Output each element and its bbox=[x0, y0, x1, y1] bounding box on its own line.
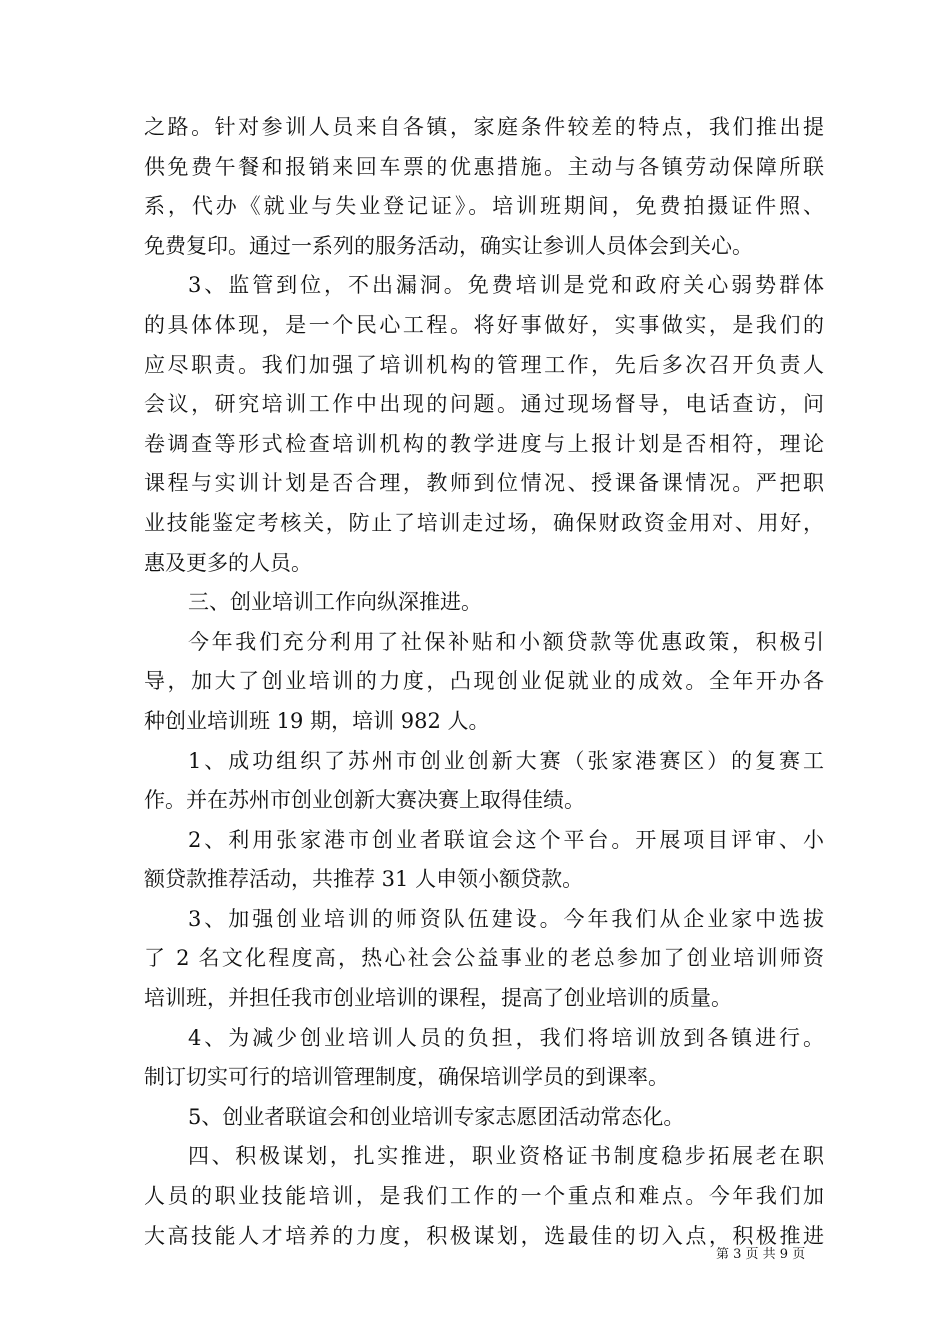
page-number: 第 3 页 共 9 页 bbox=[716, 1247, 806, 1262]
paragraph bbox=[144, 1098, 824, 1138]
paragraph bbox=[144, 742, 824, 821]
text-line: 1、成功组织了苏州市创业创新大赛（张家港赛区）的复赛工 bbox=[188, 748, 824, 773]
text-line: 3、加强创业培训的师资队伍建设。今年我们从企业家中选拔 bbox=[188, 906, 824, 931]
paragraph bbox=[144, 623, 824, 742]
text-line: 人员的职业技能培训，是我们工作的一个重点和难点。今年我们加 bbox=[144, 1184, 824, 1209]
text-line: 作。并在苏州市创业创新大赛决赛上取得佳绩。 bbox=[144, 788, 585, 813]
text-line: 供免费午餐和报销来回车票的优惠措施。主动与各镇劳动保障所联 bbox=[144, 154, 824, 179]
section-heading bbox=[144, 583, 824, 623]
text-line: 免费复印。通过一系列的服务活动，确实让参训人员体会到关心。 bbox=[144, 233, 753, 258]
text-line: 今年我们充分利用了社保补贴和小额贷款等优惠政策，积极引 bbox=[188, 629, 824, 654]
text-line: 大高技能人才培养的力度，积极谋划，选最佳的切入点，积极推进 bbox=[144, 1223, 824, 1248]
text-line: 种创业培训班 19 期，培训 982 人。 bbox=[144, 708, 490, 733]
text-line: 4、为减少创业培训人员的负担，我们将培训放到各镇进行。 bbox=[188, 1025, 824, 1050]
text-line: 制订切实可行的培训管理制度，确保培训学员的到课率。 bbox=[144, 1065, 669, 1090]
paragraph bbox=[144, 266, 824, 583]
text-line: 课程与实训计划是否合理，教师到位情况、授课备课情况。严把职 bbox=[144, 471, 824, 496]
text-line: 四、积极谋划，扎实推进，职业资格证书制度稳步拓展老在职 bbox=[188, 1144, 824, 1169]
text-line: 会议，研究培训工作中出现的问题。通过现场督导，电话查访，问 bbox=[144, 392, 824, 417]
text-line: 的具体体现，是一个民心工程。将好事做好，实事做实，是我们的 bbox=[144, 312, 824, 337]
text-line: 2、利用张家港市创业者联谊会这个平台。开展项目评审、小 bbox=[188, 827, 824, 852]
paragraph bbox=[144, 821, 824, 900]
text-line: 培训班，并担任我市创业培训的课程，提高了创业培训的质量。 bbox=[144, 986, 732, 1011]
paragraph bbox=[144, 900, 824, 1019]
text-line: 导，加大了创业培训的力度，凸现创业促就业的成效。全年开办各 bbox=[144, 669, 824, 694]
paragraph bbox=[144, 108, 824, 266]
text-line: 3、监管到位，不出漏洞。免费培训是党和政府关心弱势群体 bbox=[188, 273, 824, 298]
paragraph bbox=[144, 1019, 824, 1098]
text-line: 系，代办《就业与失业登记证》。培训班期间，免费拍摄证件照、 bbox=[144, 194, 824, 219]
text-line: 之路。针对参训人员来自各镇，家庭条件较差的特点，我们推出提 bbox=[144, 115, 824, 139]
text-line: 卷调查等形式检查培训机构的教学进度与上报计划是否相符，理论 bbox=[144, 431, 824, 456]
text-line: 惠及更多的人员。 bbox=[144, 550, 312, 575]
text-line: 额贷款推荐活动，共推荐 31 人申领小额贷款。 bbox=[144, 867, 584, 892]
paragraph bbox=[144, 1137, 824, 1256]
text-line: 了 2 名文化程度高，热心社会公益事业的老总参加了创业培训师资 bbox=[144, 946, 824, 971]
text-line: 5、创业者联谊会和创业培训专家志愿团活动常态化。 bbox=[188, 1104, 685, 1129]
document-body bbox=[144, 108, 824, 1256]
text-line: 三、创业培训工作向纵深推进。 bbox=[188, 590, 482, 615]
text-line: 业技能鉴定考核关，防止了培训走过场，确保财政资金用对、用好， bbox=[144, 510, 824, 535]
text-line: 应尽职责。我们加强了培训机构的管理工作，先后多次召开负责人 bbox=[144, 352, 824, 377]
